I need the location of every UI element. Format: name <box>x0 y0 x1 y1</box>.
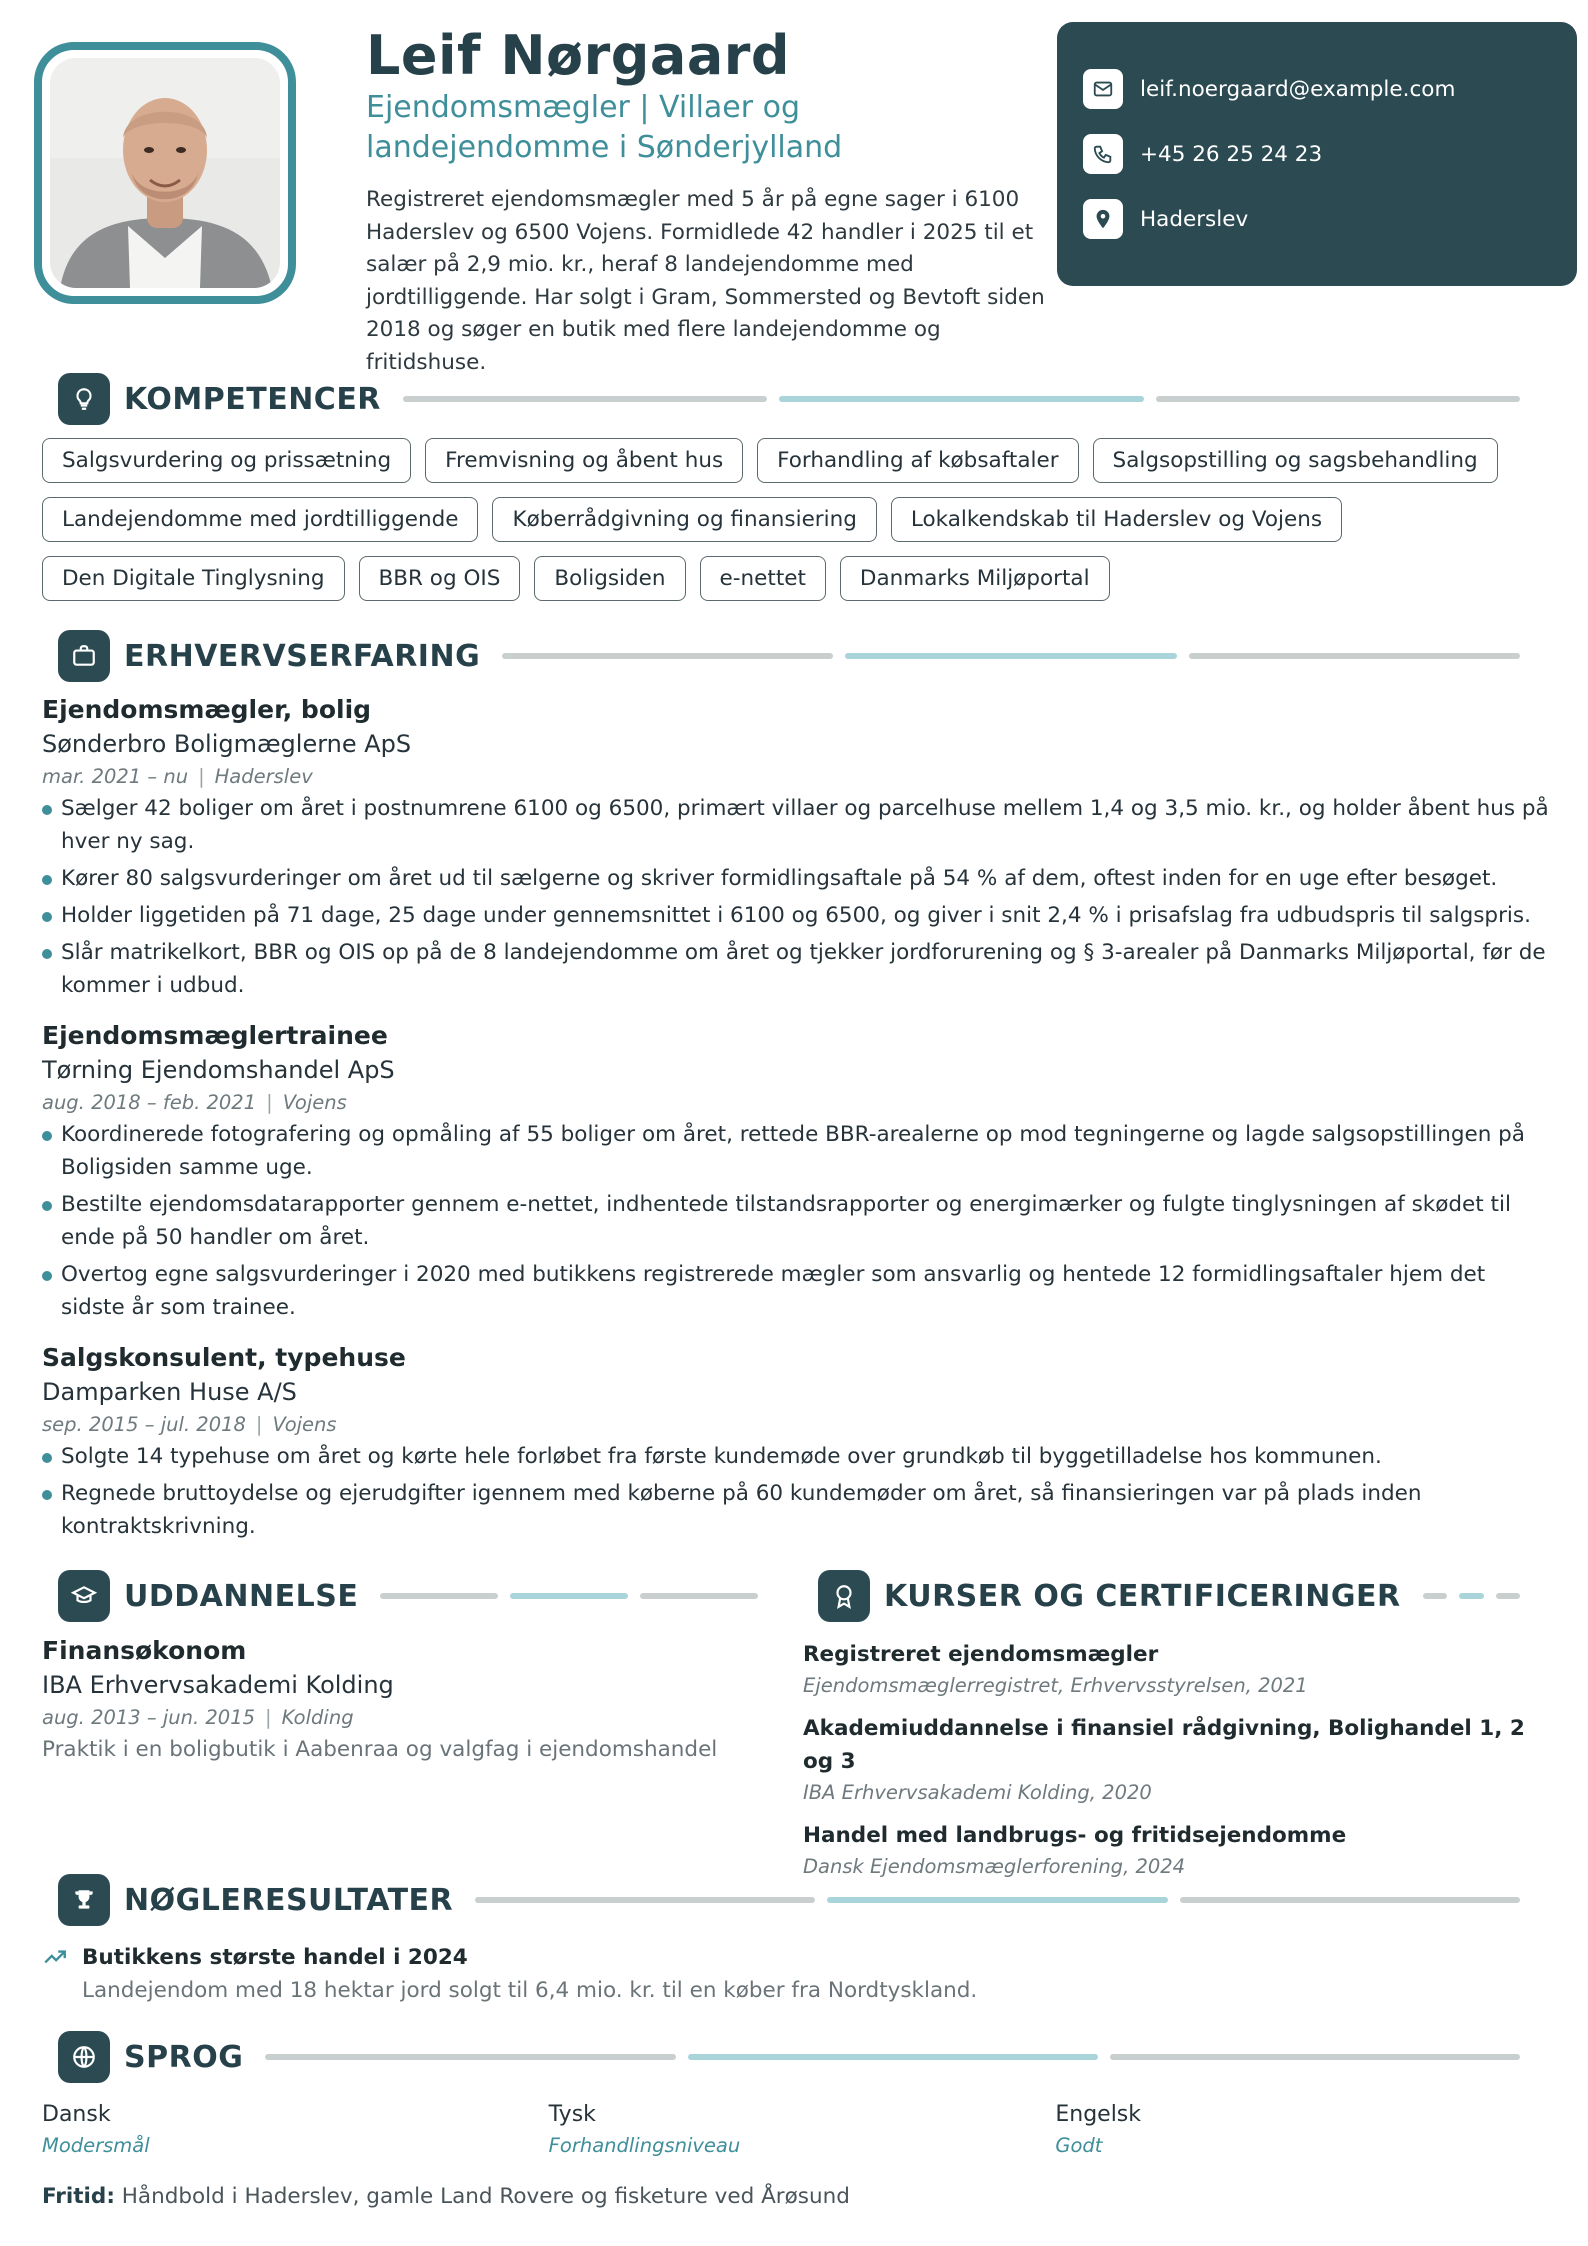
course-issuer: Ejendomsmæglerregistret, Erhvervsstyrelsen, 2021 <box>803 1674 1308 1697</box>
graduation-cap-icon <box>58 1570 110 1622</box>
language-name: Tysk <box>548 2102 596 2127</box>
job-location: Vojens <box>282 1091 347 1114</box>
courses-list <box>803 1638 1553 1893</box>
course-entry <box>803 1819 1553 1882</box>
course-entry <box>803 1638 1553 1701</box>
contact-email-row[interactable] <box>1083 68 1551 110</box>
course-issuer: Dansk Ejendomsmæglerforening, 2024 <box>803 1855 1186 1878</box>
education-heading <box>58 1570 758 1622</box>
language-name: Engelsk <box>1055 2102 1142 2127</box>
contact-panel <box>1057 22 1577 286</box>
skill-row <box>42 438 1542 483</box>
skill-chip: Køberrådgivning og finansiering <box>492 497 876 542</box>
contact-email[interactable]: leif.noergaard@example.com <box>1140 76 1456 102</box>
course-entry <box>803 1712 1553 1808</box>
job-meta: sep. 2015 – jul. 2018 | Vojens <box>42 1413 337 1436</box>
job-period: aug. 2018 – feb. 2021 <box>42 1091 257 1114</box>
skill-chip: Boligsiden <box>534 556 685 601</box>
language-level: Forhandlingsniveau <box>548 2134 741 2157</box>
contact-location: Haderslev <box>1140 206 1249 232</box>
skill-chip: Salgsopstilling og sagsbehandling <box>1093 438 1498 483</box>
profile-photo-frame <box>34 42 296 304</box>
profile-photo <box>50 58 280 288</box>
section-title: SPROG <box>124 2039 244 2075</box>
skill-row <box>42 556 1542 601</box>
section-divider <box>265 2054 1520 2060</box>
job-location: Vojens <box>272 1413 337 1436</box>
avatar <box>50 58 280 288</box>
skill-chip: Salgsvurdering og prissætning <box>42 438 411 483</box>
contact-location-row <box>1083 198 1551 240</box>
job-title: Ejendomsmægler, bolig <box>42 695 372 724</box>
education-title: Finansøkonom <box>42 1636 247 1665</box>
job-meta: aug. 2018 – feb. 2021 | Vojens <box>42 1091 347 1114</box>
profile-summary: Registreret ejendomsmægler med 5 år på egne sager i 6100 Haderslev og 6500 Vojens. Formidlede 42 handler i 2025 til et salær på 2,9 mio. kr., heraf 8 landejendomme med jordtilliggende. Har solgt i Gram, Sommersted og Bevtoft siden 2018 og søger en butik med flere landejendomme og fritidshuse. <box>366 187 1045 375</box>
section-divider <box>380 1593 758 1599</box>
language-name: Dansk <box>42 2102 111 2127</box>
section-title: KOMPETENCER <box>124 381 381 417</box>
job-meta: mar. 2021 – nu | Haderslev <box>42 765 313 788</box>
mail-icon <box>1083 69 1123 109</box>
course-title: Handel med landbrugs- og fritidsejendomme <box>803 1823 1347 1848</box>
phone-icon <box>1083 134 1123 174</box>
hobbies-label: Fritid: <box>42 2184 115 2209</box>
skills-list <box>42 438 1542 615</box>
skill-chip: Lokalkendskab til Haderslev og Vojens <box>891 497 1342 542</box>
education-meta: aug. 2013 – jun. 2015 | Kolding <box>42 1706 354 1729</box>
list-item: Overtog egne salgsvurderinger i 2020 med butikkens registrerede mægler som ansvarlig og hentede 12 formidlingsaftaler hjem det sidste år som trainee. <box>42 1258 1552 1324</box>
skill-chip: Fremvisning og åbent hus <box>425 438 743 483</box>
briefcase-icon <box>58 630 110 682</box>
job-entry <box>42 692 1552 1002</box>
skill-chip: e-nettet <box>700 556 826 601</box>
list-item: Kører 80 salgsvurderinger om året ud til sælgerne og skriver formidlingsaftale på 54 % af dem, oftest inden for en uge efter besøget. <box>42 862 1552 895</box>
result-header <box>42 1940 1542 1974</box>
result-title: Butikkens største handel i 2024 <box>82 1944 468 1970</box>
list-item: Solgte 14 typehuse om året og kørte hele forløbet fra første kundemøde over grundkøb til byggetilladelse hos kommunen. <box>42 1440 1552 1473</box>
course-title: Akademiuddannelse i finansiel rådgivning, Bolighandel 1, 2 og 3 <box>803 1716 1525 1774</box>
section-divider <box>475 1897 1520 1903</box>
map-pin-icon <box>1083 199 1123 239</box>
education-location: Kolding <box>281 1706 354 1729</box>
section-title: UDDANNELSE <box>124 1578 359 1614</box>
hobbies <box>42 2180 850 2214</box>
job-period: mar. 2021 – nu <box>42 765 189 788</box>
job-entry <box>42 1340 1552 1543</box>
experience-list <box>42 692 1552 1559</box>
course-title: Registreret ejendomsmægler <box>803 1642 1159 1667</box>
skill-chip: Danmarks Miljøportal <box>840 556 1110 601</box>
language-entry <box>1055 2098 1562 2161</box>
section-divider <box>502 653 1520 659</box>
section-title: KURSER OG CERTIFICERINGER <box>884 1578 1401 1614</box>
job-bullets <box>42 1440 1552 1543</box>
trophy-icon <box>58 1874 110 1926</box>
section-divider <box>1423 1593 1520 1599</box>
globe-icon <box>58 2031 110 2083</box>
results-heading <box>58 1874 1520 1926</box>
languages-list <box>42 2098 1562 2161</box>
contact-phone[interactable]: +45 26 25 24 23 <box>1140 141 1323 167</box>
list-item: Sælger 42 boliger om året i postnumrene 6100 og 6500, primært villaer og parcelhuse mellem 1,4 og 3,5 mio. kr., og holder åbent hus på hver ny sag. <box>42 792 1552 858</box>
education-school: IBA Erhvervsakademi Kolding <box>42 1671 394 1699</box>
lightbulb-icon <box>58 373 110 425</box>
job-bullets <box>42 1118 1552 1324</box>
award-icon <box>818 1570 870 1622</box>
course-issuer: IBA Erhvervsakademi Kolding, 2020 <box>803 1781 1152 1804</box>
skill-chip: Forhandling af købsaftaler <box>757 438 1078 483</box>
job-entry <box>42 1018 1552 1324</box>
trending-up-icon <box>42 1944 68 1970</box>
language-level: Godt <box>1055 2134 1103 2157</box>
key-result <box>42 1940 1542 2008</box>
job-company: Sønderbro Boligmæglerne ApS <box>42 730 412 758</box>
section-divider <box>403 396 1520 402</box>
skill-row <box>42 497 1542 542</box>
job-bullets <box>42 792 1552 1002</box>
contact-phone-row[interactable] <box>1083 133 1551 175</box>
job-title: Ejendomsmæglertrainee <box>42 1021 388 1050</box>
education-note: Praktik i en boligbutik i Aabenraa og valgfag i ejendomshandel <box>42 1737 718 1762</box>
skills-heading <box>58 373 1520 425</box>
result-text: Landejendom med 18 hektar jord solgt til 6,4 mio. kr. til en køber fra Nordtyskland. <box>82 1978 978 2003</box>
job-location: Haderslev <box>214 765 313 788</box>
list-item: Holder liggetiden på 71 dage, 25 dage under gennemsnittet i 6100 og 6500, og giver i snit 2,4 % i prisafslag fra udbudspris til salgspris. <box>42 899 1552 932</box>
courses-heading <box>818 1570 1520 1622</box>
list-item: Bestilte ejendomsdatarapporter gennem e-nettet, indhentede tilstandsrapporter og energimærker og fulgte tinglysningen af skødet til ende på 50 handler om året. <box>42 1188 1552 1254</box>
job-company: Tørning Ejendomshandel ApS <box>42 1056 395 1084</box>
hobbies-text: Håndbold i Haderslev, gamle Land Rovere og fisketure ved Årøsund <box>121 2184 850 2209</box>
list-item: Koordinerede fotografering og opmåling af 55 boliger om året, rettede BBR-arealerne op mod tegningerne og lagde salgsopstillingen på Boligsiden samme uge. <box>42 1118 1552 1184</box>
language-entry <box>549 2098 1056 2161</box>
skill-chip: BBR og OIS <box>359 556 521 601</box>
job-period: sep. 2015 – jul. 2018 <box>42 1413 246 1436</box>
language-level: Modersmål <box>42 2134 150 2157</box>
job-company: Damparken Huse A/S <box>42 1378 297 1406</box>
list-item: Slår matrikelkort, BBR og OIS op på de 8 landejendomme om året og tjekker jordforurening og § 3-arealer på Danmarks Miljøportal, før de kommer i udbud. <box>42 936 1552 1002</box>
language-entry <box>42 2098 549 2161</box>
job-title: Salgskonsulent, typehuse <box>42 1343 406 1372</box>
section-title: NØGLERESULTATER <box>124 1882 454 1918</box>
headline: Ejendomsmægler | Villaer og landejendomme i Sønderjylland <box>366 90 843 165</box>
education-entry <box>42 1633 762 1767</box>
skill-chip: Landejendomme med jordtilliggende <box>42 497 478 542</box>
skill-chip: Den Digitale Tinglysning <box>42 556 345 601</box>
education-period: aug. 2013 – jun. 2015 <box>42 1706 256 1729</box>
languages-heading <box>58 2031 1520 2083</box>
section-title: ERHVERVSERFARING <box>124 638 481 674</box>
experience-heading <box>58 630 1520 682</box>
candidate-name: Leif Nørgaard <box>366 24 791 87</box>
list-item: Regnede bruttoydelse og ejerudgifter igennem med køberne på 60 kundemøder om året, så finansieringen var på plads inden kontraktskrivning. <box>42 1477 1552 1543</box>
